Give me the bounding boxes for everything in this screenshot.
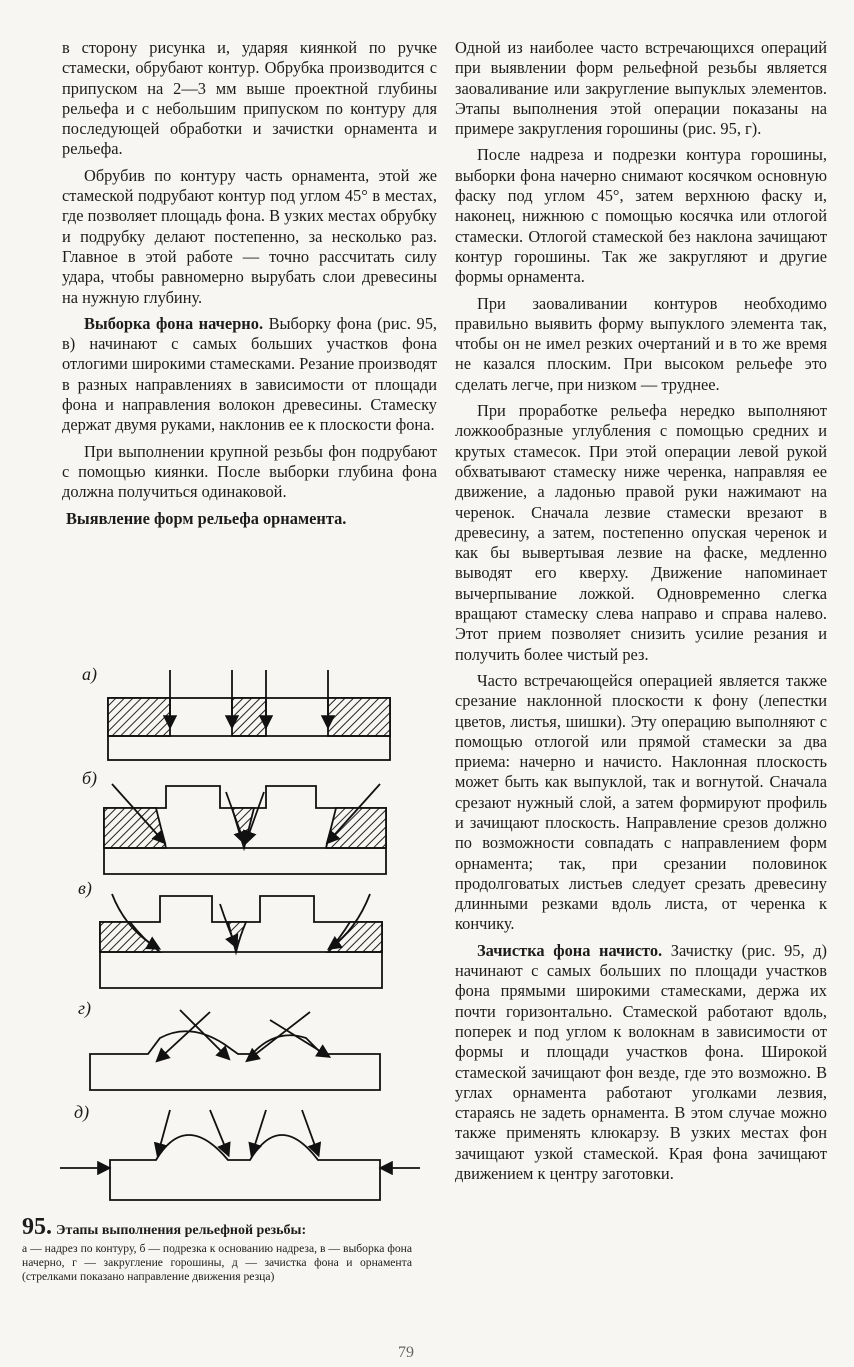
diagram-e (60, 1110, 420, 1200)
run-in-heading: Выборка фона начерно. (84, 313, 264, 333)
run-in-heading: Зачистка фона начисто. (477, 940, 663, 960)
page-number: 79 (398, 1344, 414, 1361)
paragraph: После надреза и подрезки контура горошины, выборки фона начерно снимают косячком основную фаску под углом 45°, затем верхнюю фаску и, наконец, нижнюю с помощью косячка или отлогой стамески. Отлогой стамеской без наклона зачищают контур горошины. Так же закругляют и другие формы орнамента. (455, 145, 827, 287)
diagram-d (90, 1010, 380, 1090)
section-heading: Выявление форм рельефа орнамента. (66, 508, 347, 528)
diagram-c (100, 894, 382, 988)
paragraph: Обрубив по контуру часть орнамента, этой же стамеской подрубают контур под углом 45° в местах, где позволяет площадь фона. В узких местах обрубку и подрубку делают постепенно, за несколько раз. Главное в этой работе — точно рассчитать силу удара, чтобы равномерно вырубать слои древесины на нужную глубину. (62, 165, 437, 307)
figure-caption (22, 1214, 412, 1284)
paragraph: Часто встречающейся операцией является также срезание наклонной плоскости к фону (лепестки цветов, листья, шишки). Эту операцию выполняют с помощью отлогой или прямой стамески за два приема: начерно и начисто. Наклонная плоскость может быть как выпуклой, так и вогнутой. Сначала срезают нужный слой, а затем формируют профиль и зачищают плоскость. Направление срезов должно по возможности совпадать с направлением форм орнамента; так, при срезании половинок продолговатых листьев следует срезать древесину длинными резками вдоль листа, от черенка к кончику. (455, 670, 827, 934)
figure-95 (60, 660, 420, 1220)
diagram-a (108, 670, 390, 760)
right-column (455, 38, 827, 1184)
paragraph-text: Зачистку (рис. 95, д) начинают с самых больших по площади участков фона прямыми широкими стамесками, держа их почти горизонтально. Стамеской работают вдоль, поперек и под углом к волокнам в зависимости от формы и площади участков фона. Широкой стамеской зачищают фон везде, где это возможно. В углах орнамента работают уголками лезвия, стараясь не задеть орнамента. В этом случае можно также применять клюкарзу. В узких местах фон зачищают узкой стамеской. Края фона зачищают движением к центру заготовки. (455, 940, 828, 1184)
diagram-b (104, 784, 386, 874)
paragraph (62, 314, 437, 436)
figure-label-a: а) (82, 664, 97, 684)
caption-number: 95. (22, 1214, 52, 1240)
caption-title-text: Этапы выполнения рельефной резьбы: (56, 1223, 307, 1238)
paragraph: в сторону рисунка и, ударяя киянкой по ручке стамески, обрубают контур. Обрубка производится с припуском на 2—3 мм выше проектной глубины рельефа и с небольшим припуском по контуру для последующей обработки и зачистки орнамента и рельефа. (62, 38, 437, 159)
caption-body: а — надрез по контуру, б — подрезка к основанию надреза, в — выборка фона начерно, г — закругление горошины, д — зачистка фона и орнамента (стрелками показано направление движения резца) (22, 1242, 412, 1283)
paragraph: При проработке рельефа нередко выполняют ложкообразные углубления с помощью средних и крутых стамесок. При этой операции левой рукой обхватывают стамеску ниже черенка, направляя ее движение, а ладонью правой руки нажимают на черенок. Сначала лезвие стамески врезают в древесину, а затем, постепенно опуская черенок и как бы вывертывая лезвие на фаске, медленно выводят его кверху. Движение напоминает вычерпывание ложкой. Одновременно слегка вращают стамеску слева направо и справа налево. Этот прием позволяет снизить усилие резания и получить более чистый рез. (455, 401, 827, 664)
left-column (62, 38, 437, 529)
paragraph: При выполнении крупной резьбы фон подрубают с помощью киянки. После выборки глубина фона должна получиться одинаковой. (62, 441, 437, 502)
caption-title (22, 1214, 412, 1240)
paragraph-text: Выборку фона (рис. 95, в) начинают с самых больших участков фона отлогими широкими стамесками. Резание производят в разных направлениях в зависимости от площади фона и направления волокон древесины. Стамеску держат двумя руками, наклонив ее к плоскости фона. (62, 313, 438, 435)
relief-carving-diagrams (60, 660, 420, 1220)
figure-label-c: в) (78, 878, 92, 898)
figure-label-e: д) (74, 1102, 90, 1122)
paragraph (455, 941, 827, 1185)
paragraph: При заоваливании контуров необходимо правильно выявить форму выпуклого элемента так, чтобы он не имел резких очертаний и в то же время не казался плоским. При высоком рельефе это сделать легче, при низком — труднее. (455, 293, 827, 394)
paragraph: Одной из наиболее часто встречающихся операций при выявлении форм рельефной резьбы является заоваливание или закругление выпуклых элементов. Этапы выполнения этой операции показаны на примере закругления горошины (рис. 95, г). (455, 38, 827, 139)
figure-label-d: г) (78, 998, 92, 1018)
figure-label-b: б) (82, 768, 98, 788)
